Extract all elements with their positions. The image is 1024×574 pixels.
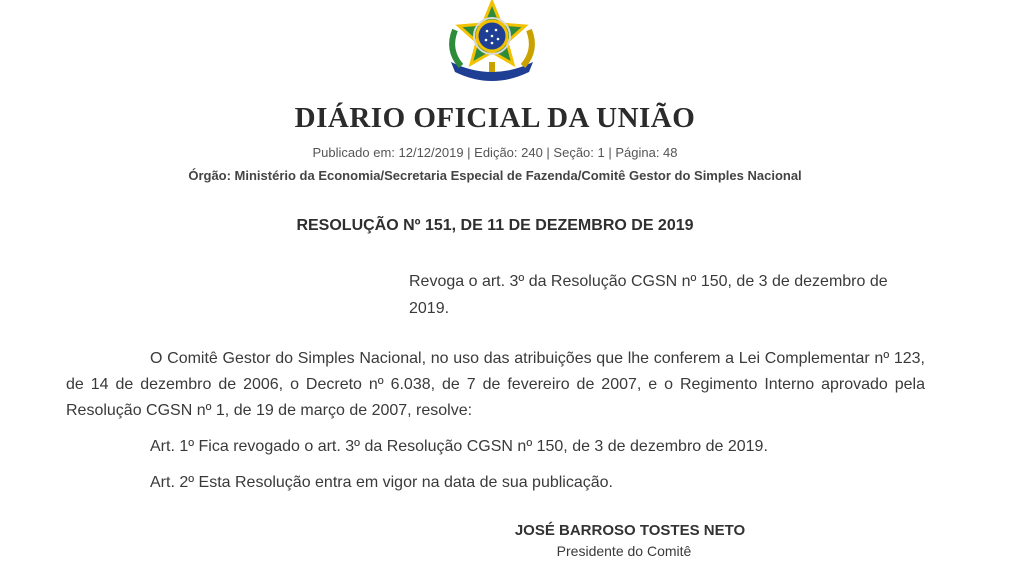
article-2: Art. 2º Esta Resolução entra em vigor na data de sua publicação. (150, 474, 613, 491)
preamble-paragraph: O Comitê Gestor do Simples Nacional, no uso das atribuições que lhe conferem a Lei Complementar nº 123, de 14 de dezembro de 2006, o Decreto nº 6.038, de 7 de fevereiro de 2007, e o Regimento Interno aprovado pela Resolução CGSN nº 1, de 19 de março de 2007, resolve: (66, 350, 925, 419)
signer-role: Presidente do Comitê (556, 543, 692, 559)
organ-info: Órgão: Ministério da Economia/Secretaria Especial de Fazenda/Comitê Gestor do Simples Nacional (188, 168, 802, 183)
publication-info: Publicado em: 12/12/2019 | Edição: 240 | Seção: 1 | Página: 48 (312, 145, 678, 160)
resolution-title: RESOLUÇÃO Nº 151, DE 11 DE DEZEMBRO DE 2019 (296, 217, 694, 234)
ementa: Revoga o art. 3º da Resolução CGSN nº 150, de 3 de dezembro de 2019. (409, 273, 888, 317)
masthead: DIÁRIO OFICIAL DA UNIÃO (294, 102, 696, 134)
article-1: Art. 1º Fica revogado o art. 3º da Resolução CGSN nº 150, de 3 de dezembro de 2019. (150, 438, 768, 455)
signer-name: JOSÉ BARROSO TOSTES NETO (514, 522, 746, 539)
coat-of-arms-icon (441, 0, 543, 84)
